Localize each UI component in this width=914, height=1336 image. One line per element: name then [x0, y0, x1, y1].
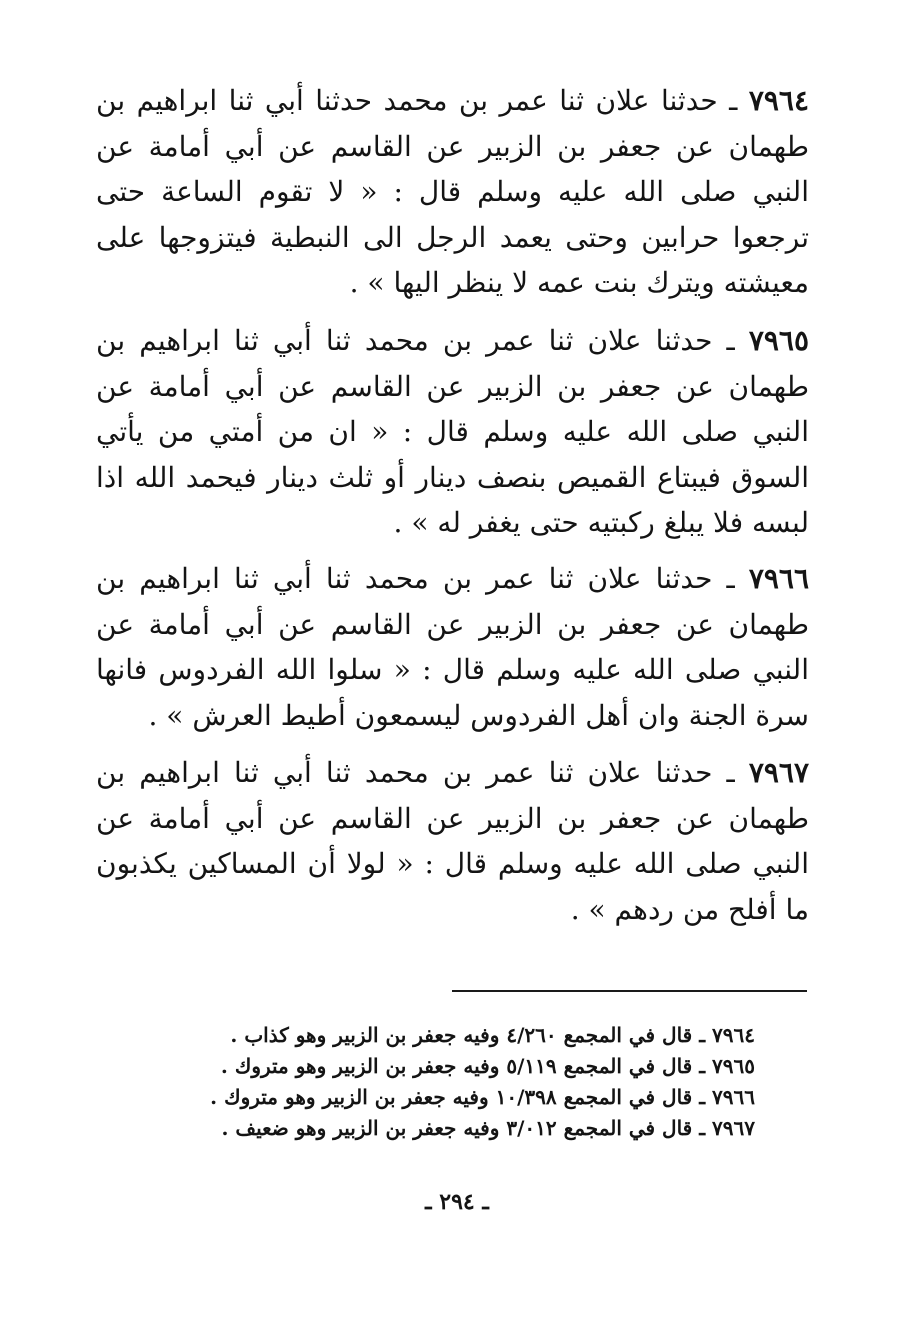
footnote: ٧٩٦٧ ـ قال في المجمع ٣/٠١٢ وفيه جعفر بن الزبير وهو ضعيف . — [221, 1116, 755, 1140]
hadith-number: ٧٩٦٥ — [748, 324, 809, 357]
page-number: ـ ٢٩٤ ـ — [425, 1189, 489, 1215]
footnote-divider — [452, 990, 807, 992]
hadith-text: ـ حدثنا علان ثنا عمر بن محمد ثنا أبي ثنا ابراهيم بن طهمان عن جعفر بن الزبير عن القاسم عن أبي أمامة عن النبي صلى الله عليه وسلم قال : « سلوا الله الفردوس فانها سرة الجنة وان أهل الفردوس ليسمعون أطيط العرش » . — [96, 562, 809, 732]
hadith-number: ٧٩٦٤ — [748, 84, 809, 117]
hadith-text: ـ حدثنا علان ثنا عمر بن محمد ثنا أبي ثنا ابراهيم بن طهمان عن جعفر بن الزبير عن القاسم عن أبي أمامة عن النبي صلى الله عليه وسلم قال : « لولا أن المساكين يكذبون ما أفلح من ردهم » . — [96, 756, 809, 926]
hadith-paragraph — [96, 750, 809, 932]
footnotes — [150, 1020, 755, 1144]
hadith-paragraph — [96, 78, 809, 306]
hadith-paragraph — [96, 318, 809, 546]
hadith-number: ٧٩٦٦ — [748, 562, 809, 595]
hadith-number: ٧٩٦٧ — [748, 756, 809, 789]
hadith-text: ـ حدثنا علان ثنا عمر بن محمد حدثنا أبي ثنا ابراهيم بن طهمان عن جعفر بن الزبير عن القاسم عن أبي أمامة عن النبي صلى الله عليه وسلم قال : « لا تقوم الساعة حتى ترجعوا حرابين وحتى يعمد الرجل الى النبطية فيتزوجها على معيشته ويترك بنت عمه لا ينظر اليها » . — [96, 84, 809, 299]
footnote: ٧٩٦٦ ـ قال في المجمع ١٠/٣٩٨ وفيه جعفر بن الزبير وهو متروك . — [210, 1085, 755, 1109]
hadith-paragraph — [96, 556, 809, 738]
footnote: ٧٩٦٥ ـ قال في المجمع ٥/١١٩ وفيه جعفر بن الزبير وهو متروك . — [220, 1054, 755, 1078]
hadith-text: ـ حدثنا علان ثنا عمر بن محمد ثنا أبي ثنا ابراهيم بن طهمان عن جعفر بن الزبير عن القاسم عن أبي أمامة عن النبي صلى الله عليه وسلم قال : « ان من أمتي من يأتي السوق فيبتاع القميص بنصف دينار أو ثلث دينار فيحمد الله اذا لبسه فلا يبلغ ركبتيه حتى يغفر له » . — [96, 324, 809, 539]
footnote: ٧٩٦٤ ـ قال في المجمع ٤/٢٦٠ وفيه جعفر بن الزبير وهو كذاب . — [230, 1023, 755, 1047]
